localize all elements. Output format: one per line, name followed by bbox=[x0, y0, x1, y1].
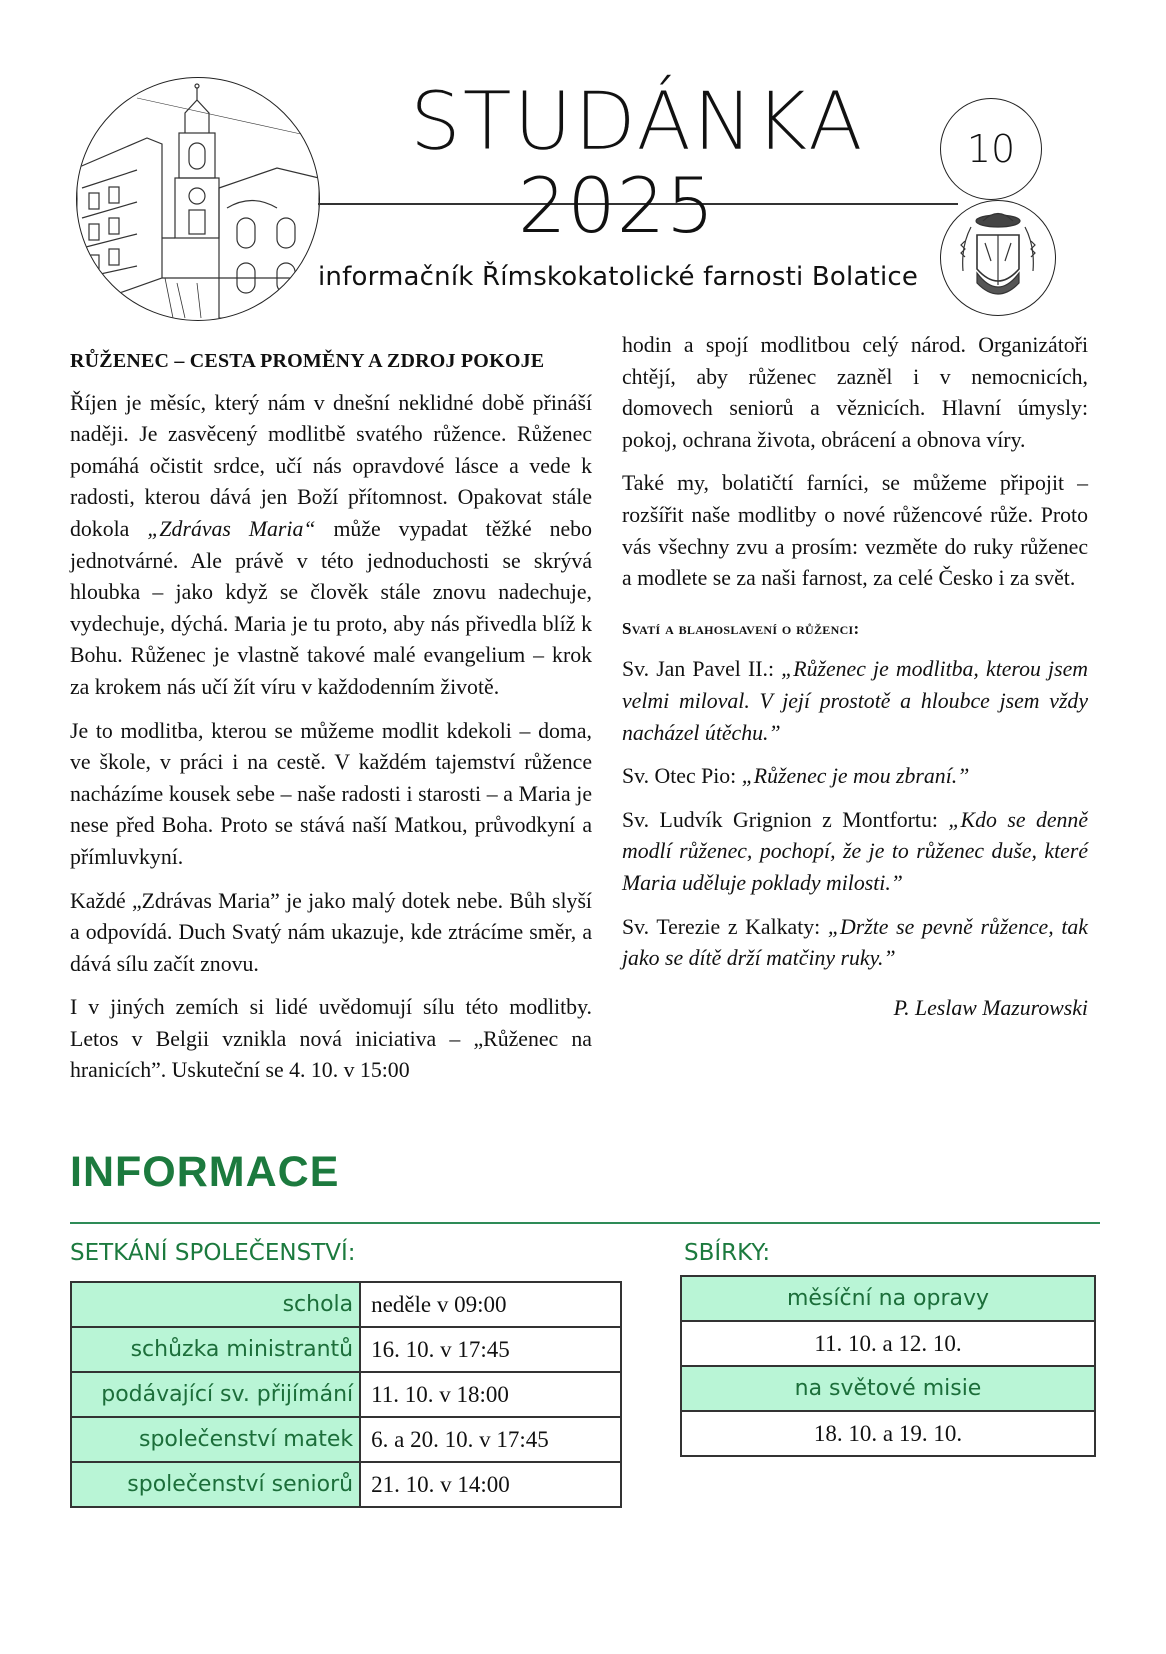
table-row: 18. 10. a 19. 10. bbox=[681, 1411, 1095, 1456]
issue-number: 10 bbox=[940, 98, 1042, 200]
parish-crest-icon bbox=[940, 200, 1056, 316]
table-row: společenství seniorů 21. 10. v 14:00 bbox=[71, 1462, 621, 1507]
table-row: podávající sv. přijímání 11. 10. v 18:00 bbox=[71, 1372, 621, 1417]
collections-table bbox=[680, 1275, 1096, 1457]
church-illustration bbox=[76, 77, 320, 321]
table-row: na světové misie bbox=[681, 1366, 1095, 1411]
table-row: schůzka ministrantů 16. 10. v 17:45 bbox=[71, 1327, 621, 1372]
newsletter-title: STUDÁNKA bbox=[410, 75, 865, 168]
article-paragraph-2: Je to modlitba, kterou se můžeme modlit kdekoli – doma, ve škole, v práci i na cestě. V každém tajemství růžence nacházíme kousek sebe – naše radosti i starosti – a Maria je nese před Boha. Proto se stává naší Matkou, průvodkyní a přímluvkyní. bbox=[70, 718, 592, 869]
info-title: INFORMACE bbox=[70, 1148, 340, 1196]
article-paragraph-4-start: I v jiných zemích si lidé uvědomují sílu této modlitby. Letos v Belgii vznikla nová iniciativa – „Růženec na hranicích”. Uskuteční se 4. 10. v 15:00 bbox=[70, 995, 592, 1083]
meetings-label: SETKÁNÍ SPOLEČENSTVÍ: bbox=[70, 1240, 356, 1266]
saint-quote: Sv. Ludvík Grignion z Montfortu: „Kdo se denně modlí růženec, pochopí, že je to růženec duše, které Maria uděluje poklady milosti.” bbox=[622, 807, 1088, 895]
table-row: 11. 10. a 12. 10. bbox=[681, 1321, 1095, 1366]
article-heading: RŮŽENEC – CESTA PROMĚNY A ZDROJ POKOJE bbox=[70, 350, 545, 372]
article-paragraph-1: Říjen je měsíc, který nám v dnešní neklidné době přináší naději. Je zasvěcený modlitbě svatého růžence. Růženec pomáhá očistit srdce, učí nás opravdové lásce a vede k radosti, kterou dává jen Boží přítomnost. Opakovat stále dokola „Zdrávas Maria“ může vypadat těžké nebo jednotvárné. Ale právě v této jednoduchosti se skrývá hloubka – jako když se člověk stále znovu nadechuje, vydechuje, dýchá. Maria je tu proto, aby nás přivedla blíž k Bohu. Růženec je vlastně takové malé evangelium – krok za krokem nás učí žít víru v každodenním životě. bbox=[70, 390, 592, 699]
info-divider bbox=[70, 1222, 1100, 1224]
meetings-table bbox=[70, 1281, 622, 1508]
article-paragraph-3: Každé „Zdrávas Maria” je jako malý dotek nebe. Bůh slyší a odpovídá. Duch Svatý nám ukazuje, kde ztrácíme směr, a dává sílu začít znovu. bbox=[70, 888, 592, 976]
table-row: měsíční na opravy bbox=[681, 1276, 1095, 1321]
article-paragraph-5: Také my, bolatičtí farníci, se můžeme připojit – rozšířit naše modlitby o nové růžencové růže. Proto vás všechny zvu a prosím: vezměte do ruky růženec a modlete se za naši farnost, za celé Česko i za svět. bbox=[622, 471, 1088, 591]
collections-label: SBÍRKY: bbox=[684, 1240, 771, 1266]
saint-quote: Sv. Otec Pio: „Růženec je mou zbraní.” bbox=[622, 764, 970, 789]
table-row: schola neděle v 09:00 bbox=[71, 1282, 621, 1327]
author-signature: P. Leslaw Mazurowski bbox=[893, 995, 1088, 1020]
newsletter-year: 2025 bbox=[518, 161, 716, 250]
article-paragraph-4-end: hodin a spojí modlitbou celý národ. Organizátoři chtějí, aby růženec zazněl i v nemocnicích, domovech seniorů a věznicích. Hlavní úmysly: pokoj, ochrana života, obrácení a obnova víry. bbox=[622, 333, 1088, 452]
article-column-left bbox=[70, 346, 592, 1099]
saint-quote: Sv. Jan Pavel II.: „Růženec je modlitba, kterou jsem velmi miloval. V její prostotě a hloubce jsem vždy nacházel útěchu.” bbox=[622, 657, 1088, 745]
article-column-right bbox=[622, 330, 1088, 1024]
saint-quote: Sv. Terezie z Kalkaty: „Držte se pevně růžence, tak jako se dítě drží matčiny ruky.” bbox=[622, 914, 1088, 971]
saints-heading: Svatí a blahoslavení o růženci: bbox=[622, 618, 860, 638]
table-row: společenství matek 6. a 20. 10. v 17:45 bbox=[71, 1417, 621, 1462]
newsletter-subtitle: informačník Římskokatolické farnosti Bolatice bbox=[318, 262, 919, 292]
